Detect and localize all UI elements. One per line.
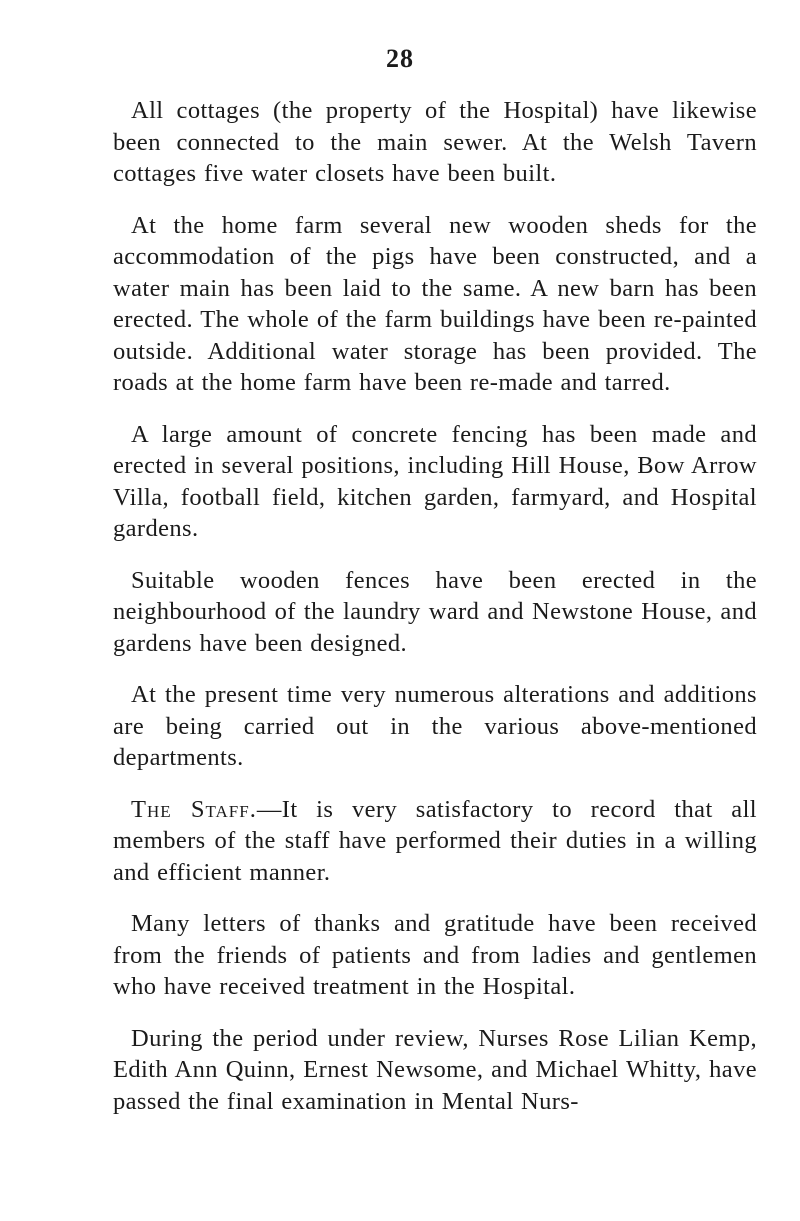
page-number: 28: [386, 44, 414, 73]
paragraph-wooden-fences: Suitable wooden fences have been erected in the neighbourhood of the laundry ward and Newstone House, and gardens have been designed.: [113, 566, 757, 657]
paragraph-staff: [113, 794, 757, 889]
body-text: [113, 95, 757, 1137]
staff-heading: The Staff.: [131, 795, 257, 823]
staff-text: —It is very satisfactory to record that all members of the staff have performed their duties in a willing and efficient manner.: [113, 795, 757, 886]
paragraph-concrete-fencing: A large amount of concrete fencing has been made and erected in several positions, including Hill House, Bow Arrow Villa, football field, kitchen garden, farmyard, and Hospital gardens.: [113, 420, 757, 542]
paragraph-alterations: At the present time very numerous alterations and additions are being carried out in the various above-mentioned departments.: [113, 681, 757, 771]
paragraph-letters: Many letters of thanks and gratitude have been received from the friends of patients and from ladies and gentlemen who have received treatment in the Hospital.: [113, 910, 757, 1000]
paragraph-nurses: During the period under review, Nurses Rose Lilian Kemp, Edith Ann Quinn, Ernest Newsome, and Michael Whitty, have passed the final examination in Mental Nurs-: [113, 1024, 757, 1115]
paragraph-cottages: All cottages (the property of the Hospital) have likewise been connected to the main sewer. At the Welsh Tavern cottages five water closets have been built.: [113, 97, 757, 187]
paragraph-home-farm: At the home farm several new wooden sheds for the accommodation of the pigs have been constructed, and a water main has been laid to the same. A new barn has been erected. The whole of the farm buildings have been re-painted outside. Additional water storage has been provided. The roads at the home farm have been re-made and tarred.: [113, 211, 757, 396]
